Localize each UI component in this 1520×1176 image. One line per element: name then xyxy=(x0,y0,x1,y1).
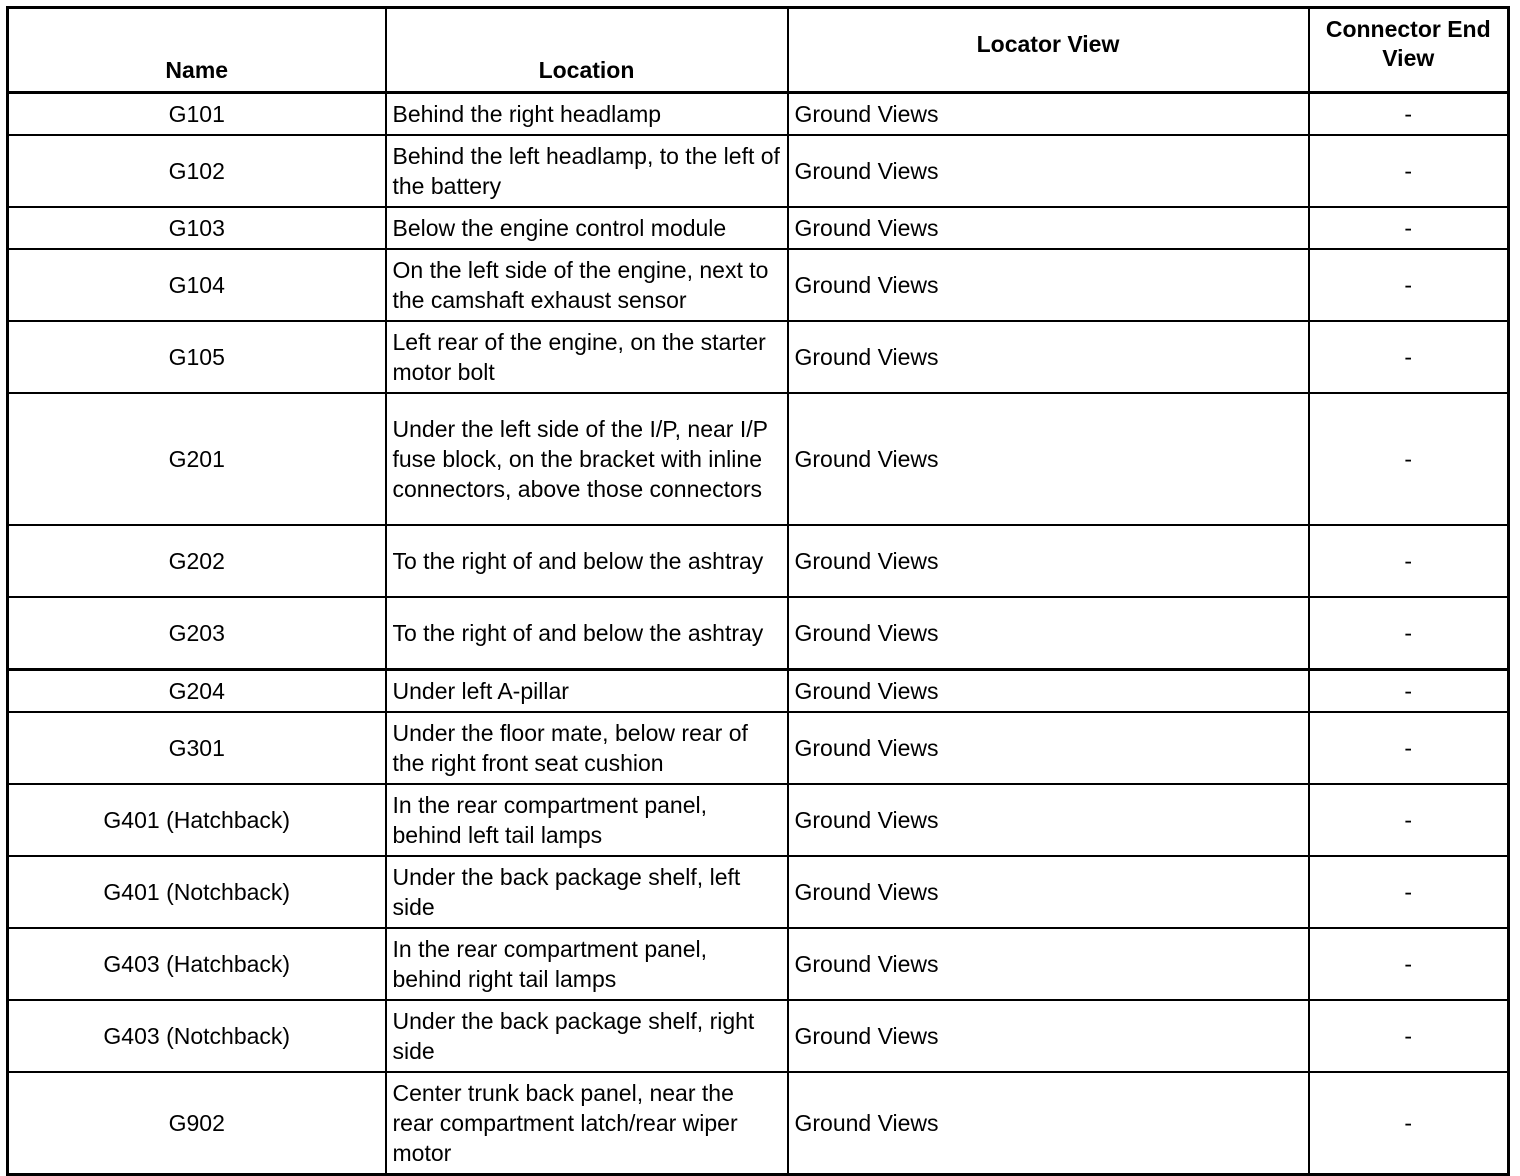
cell-location: In the rear compartment panel, behind right tail lamps xyxy=(386,928,788,1000)
cell-locator-view: Ground Views xyxy=(788,93,1309,136)
table-row xyxy=(8,135,1509,207)
table-row xyxy=(8,207,1509,249)
cell-name: G105 xyxy=(8,321,386,393)
table-row xyxy=(8,93,1509,136)
cell-locator-view: Ground Views xyxy=(788,135,1309,207)
cell-connector-end-view: - xyxy=(1309,525,1509,597)
cell-connector-end-view: - xyxy=(1309,1072,1509,1175)
table-row xyxy=(8,670,1509,713)
cell-location: In the rear compartment panel, behind left tail lamps xyxy=(386,784,788,856)
cell-locator-view: Ground Views xyxy=(788,670,1309,713)
cell-name: G103 xyxy=(8,207,386,249)
cell-connector-end-view: - xyxy=(1309,856,1509,928)
cell-location: Under the left side of the I/P, near I/P fuse block, on the bracket with inline connectors, above those connectors xyxy=(386,393,788,525)
header-name: Name xyxy=(8,8,386,93)
cell-locator-view: Ground Views xyxy=(788,1072,1309,1175)
cell-name: G401 (Hatchback) xyxy=(8,784,386,856)
cell-location: Center trunk back panel, near the rear compartment latch/rear wiper motor xyxy=(386,1072,788,1175)
cell-locator-view: Ground Views xyxy=(788,207,1309,249)
cell-locator-view: Ground Views xyxy=(788,856,1309,928)
cell-locator-view: Ground Views xyxy=(788,525,1309,597)
cell-location: On the left side of the engine, next to the camshaft exhaust sensor xyxy=(386,249,788,321)
cell-locator-view: Ground Views xyxy=(788,321,1309,393)
cell-connector-end-view: - xyxy=(1309,135,1509,207)
cell-locator-view: Ground Views xyxy=(788,1000,1309,1072)
cell-connector-end-view: - xyxy=(1309,1000,1509,1072)
cell-locator-view: Ground Views xyxy=(788,712,1309,784)
cell-name: G102 xyxy=(8,135,386,207)
table-row xyxy=(8,249,1509,321)
cell-connector-end-view: - xyxy=(1309,670,1509,713)
header-row xyxy=(8,8,1509,93)
ground-locations-table xyxy=(6,6,1510,1176)
cell-location: Behind the left headlamp, to the left of the battery xyxy=(386,135,788,207)
cell-locator-view: Ground Views xyxy=(788,393,1309,525)
cell-locator-view: Ground Views xyxy=(788,784,1309,856)
cell-name: G101 xyxy=(8,93,386,136)
cell-name: G202 xyxy=(8,525,386,597)
cell-location: Under the floor mate, below rear of the right front seat cushion xyxy=(386,712,788,784)
table-row xyxy=(8,784,1509,856)
cell-name: G401 (Notchback) xyxy=(8,856,386,928)
cell-name: G403 (Notchback) xyxy=(8,1000,386,1072)
table-row xyxy=(8,597,1509,670)
table-row xyxy=(8,712,1509,784)
cell-connector-end-view: - xyxy=(1309,321,1509,393)
cell-location: Under left A-pillar xyxy=(386,670,788,713)
cell-name: G204 xyxy=(8,670,386,713)
cell-connector-end-view: - xyxy=(1309,712,1509,784)
cell-connector-end-view: - xyxy=(1309,93,1509,136)
header-location: Location xyxy=(386,8,788,93)
cell-connector-end-view: - xyxy=(1309,928,1509,1000)
table-row xyxy=(8,1000,1509,1072)
cell-connector-end-view: - xyxy=(1309,597,1509,670)
cell-location: Under the back package shelf, right side xyxy=(386,1000,788,1072)
cell-location: Behind the right headlamp xyxy=(386,93,788,136)
cell-name: G301 xyxy=(8,712,386,784)
table-row xyxy=(8,1072,1509,1175)
table-row xyxy=(8,525,1509,597)
cell-connector-end-view: - xyxy=(1309,784,1509,856)
header-locator-view: Locator View xyxy=(788,8,1309,93)
cell-connector-end-view: - xyxy=(1309,393,1509,525)
cell-name: G902 xyxy=(8,1072,386,1175)
cell-location: To the right of and below the ashtray xyxy=(386,597,788,670)
cell-connector-end-view: - xyxy=(1309,207,1509,249)
cell-locator-view: Ground Views xyxy=(788,249,1309,321)
cell-name: G104 xyxy=(8,249,386,321)
table-row xyxy=(8,321,1509,393)
table-row xyxy=(8,856,1509,928)
cell-location: Below the engine control module xyxy=(386,207,788,249)
table-row xyxy=(8,393,1509,525)
cell-name: G403 (Hatchback) xyxy=(8,928,386,1000)
cell-location: To the right of and below the ashtray xyxy=(386,525,788,597)
cell-locator-view: Ground Views xyxy=(788,928,1309,1000)
cell-location: Under the back package shelf, left side xyxy=(386,856,788,928)
cell-location: Left rear of the engine, on the starter motor bolt xyxy=(386,321,788,393)
cell-connector-end-view: - xyxy=(1309,249,1509,321)
cell-name: G203 xyxy=(8,597,386,670)
cell-name: G201 xyxy=(8,393,386,525)
header-connector-end-view: Connector End View xyxy=(1309,8,1509,93)
cell-locator-view: Ground Views xyxy=(788,597,1309,670)
table-row xyxy=(8,928,1509,1000)
